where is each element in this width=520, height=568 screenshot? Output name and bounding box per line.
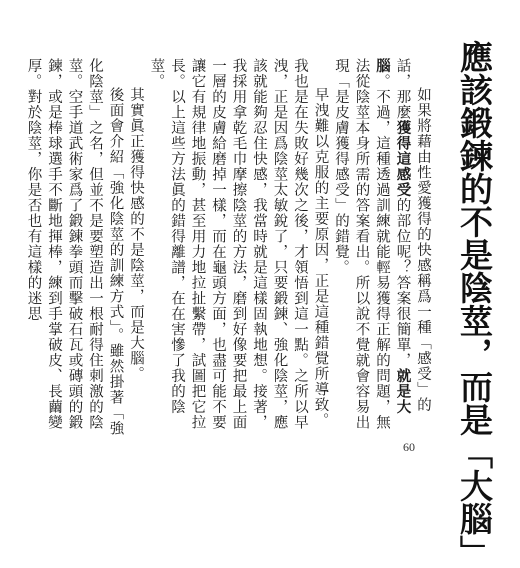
chapter-title: 應該鍛鍊的不是陰莖，而是「大腦」 [455, 40, 494, 568]
body-text [25, 58, 433, 438]
paragraph [126, 58, 147, 438]
paragraph-text: 的部位呢？答案很簡單， [394, 197, 411, 368]
emphasis-text: 就是大腦 [374, 58, 412, 415]
paragraph-text: 其實眞正獲得快感的不是陰莖，而是大腦。 [128, 87, 144, 382]
page-number: 60 [403, 440, 415, 454]
paragraph-text: 。不過，這種透過訓練就能輕易獲得正解的問題，無法從陰莖本身所需的答案看出。所以說不覺就會容易出現「是皮膚獲得感受」的錯覺。 [333, 58, 390, 430]
paragraph [146, 58, 331, 438]
paragraph-text: 後面會介紹「強化陰莖的訓練方式」。雖然掛著「強化陰莖」之名，但並不是要塑造出一根耐得住刺激的陰莖。空手道武術家爲了鍛鍊拳頭而擊破石瓦或磚頭的鍛鍊，或是棒球選手不斷地揮棒，練到手掌破皮、長繭變厚。對於陰莖，你是否也有這樣的迷思 [25, 58, 124, 437]
paragraph-text: 如果將藉由性愛獲得的快感稱爲一種「感受」的話，那麼 [394, 58, 431, 413]
paragraph-text: 早洩難以克服的主要原因，正是這種錯覺所導致。我也是在失敗好幾次之後，才領悟到這一點。之所以早洩，正是因爲陰莖太敏銳了，只要鍛鍊、強化陰莖，應該就能夠忍住快感，我當時就是這樣固執地想。接著，我採用拿乾毛巾摩擦陰莖的方法，磨到好像要把最上面一層的皮膚給磨掉一樣，而在龜頭方面，也盡可能不要讓它有規律地振動，甚至用力地拉扯繫帶，試圖把它拉長。以上這些方法眞的錯得離譜，在在害慘了我的陰莖。 [148, 58, 329, 430]
paragraph [23, 58, 126, 438]
emphasis-text: 獲得這感受 [394, 120, 412, 198]
paragraph [331, 58, 434, 438]
